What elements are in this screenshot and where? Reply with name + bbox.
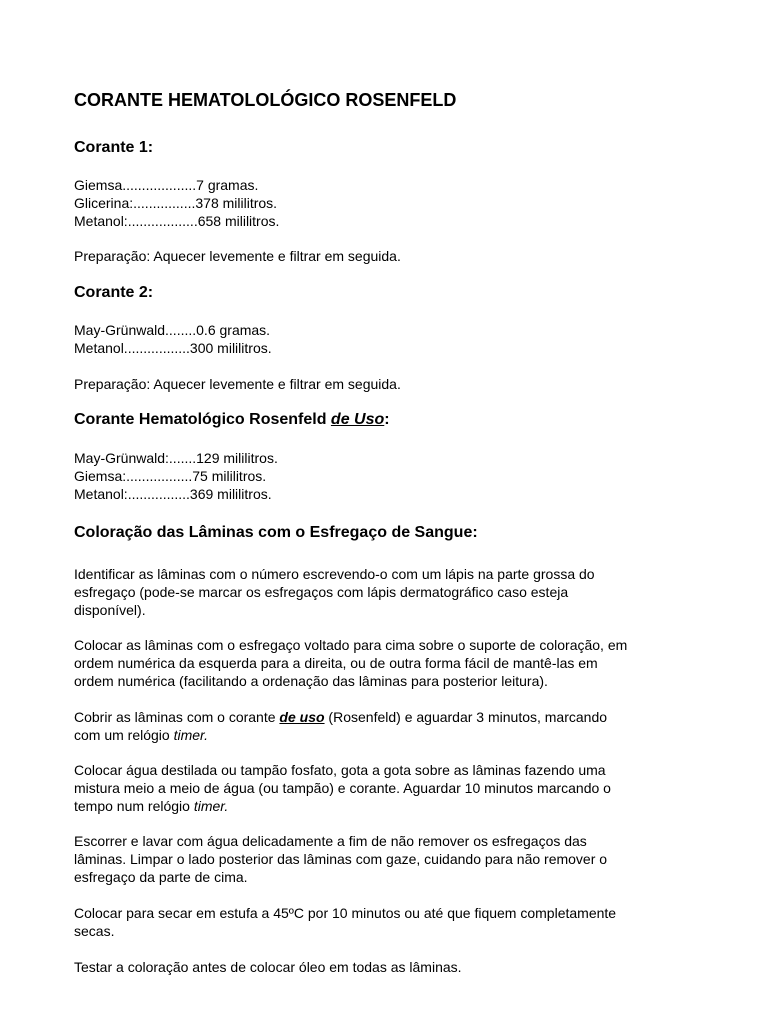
emphasis-timer: timer.: [193, 798, 229, 814]
corante1-heading: Corante 1:: [74, 139, 154, 156]
corante1-line-metanol: Metanol:..................658 mililitros.: [74, 213, 280, 229]
paragraph-line: ordem numérica (facilitando a ordenação das lâminas para posterior leitura).: [74, 673, 548, 689]
uso-heading: [74, 411, 390, 429]
uso-heading-colon: :: [384, 411, 390, 428]
text-run: com um relógio: [74, 727, 174, 743]
paragraph-line: esfregaço da parte de cima.: [74, 869, 248, 885]
corante2-heading: Corante 2:: [74, 284, 154, 301]
paragraph-line: secas.: [74, 923, 115, 939]
paragraph-escorrer: [74, 832, 714, 886]
coloracao-heading: Coloração das Lâminas com o Esfregaço de Sangue:: [74, 524, 478, 541]
paragraph-line: esfregaço (pode-se marcar os esfregaços com lápis dermatográfico caso esteja: [74, 584, 569, 600]
paragraph-cobrir: [74, 708, 714, 744]
document-title: CORANTE HEMATOLOLÓGICO ROSENFELD: [74, 90, 457, 110]
corante2-line-maygrunwald: May-Grünwald........0.6 gramas.: [74, 322, 271, 338]
paragraph-line: [74, 797, 714, 815]
uso-heading-emphasis: de Uso: [330, 411, 385, 428]
paragraph-identificar: [74, 565, 714, 619]
paragraph-line: Colocar as lâminas com o esfregaço voltado para cima sobre o suporte de coloração, em: [74, 637, 628, 653]
paragraph-line: mistura meio a meio de água (ou tampão) e corante. Aguardar 10 minutos marcando o: [74, 780, 611, 796]
corante2-line-metanol: Metanol.................300 mililitros.: [74, 340, 272, 356]
emphasis-timer: timer.: [173, 727, 209, 743]
corante1-line-glicerina: Glicerina:................378 mililitros.: [74, 195, 278, 211]
text-run: tempo num relógio: [74, 798, 194, 814]
paragraph-colocar-laminas: [74, 636, 714, 690]
paragraph-line: Identificar as lâminas com o número escrevendo-o com um lápis na parte grossa do: [74, 566, 595, 582]
paragraph-line: disponível).: [74, 602, 146, 618]
paragraph-secar: [74, 904, 714, 940]
uso-heading-text: Corante Hematológico Rosenfeld: [74, 411, 331, 428]
corante1-line-giemsa: Giemsa...................7 gramas.: [74, 177, 259, 193]
paragraph-line: lâminas. Limpar o lado posterior das lâminas com gaze, cuidando para não remover o: [74, 851, 608, 867]
paragraph-line: [74, 708, 714, 726]
paragraph-line: Testar a coloração antes de colocar óleo em todas as lâminas.: [74, 959, 462, 975]
corante2-preparation: Preparação: Aquecer levemente e filtrar em seguida.: [74, 376, 401, 392]
paragraph-line: Escorrer e lavar com água delicadamente a fim de não remover os esfregaços das: [74, 833, 587, 849]
corante1-preparation: Preparação: Aquecer levemente e filtrar em seguida.: [74, 248, 401, 264]
uso-line-maygrunwald: May-Grünwald:.......129 mililitros.: [74, 450, 278, 466]
text-run: (Rosenfeld) e aguardar 3 minutos, marcando: [324, 709, 608, 725]
paragraph-line: [74, 726, 714, 744]
paragraph-testar: [74, 958, 714, 976]
text-run: Cobrir as lâminas com o corante: [74, 709, 280, 725]
paragraph-line: Colocar para secar em estufa a 45ºC por 10 minutos ou até que fiquem completamente: [74, 905, 617, 921]
uso-line-giemsa: Giemsa:.................75 mililitros.: [74, 468, 267, 484]
paragraph-line: ordem numérica da esquerda para a direita, ou de outra forma fácil de mantê-las em: [74, 655, 598, 671]
uso-line-metanol: Metanol:................369 mililitros.: [74, 486, 272, 502]
paragraph-agua-destilada: [74, 761, 714, 815]
paragraph-line: Colocar água destilada ou tampão fosfato, gota a gota sobre as lâminas fazendo uma: [74, 762, 606, 778]
emphasis-de-uso: de uso: [279, 709, 325, 725]
